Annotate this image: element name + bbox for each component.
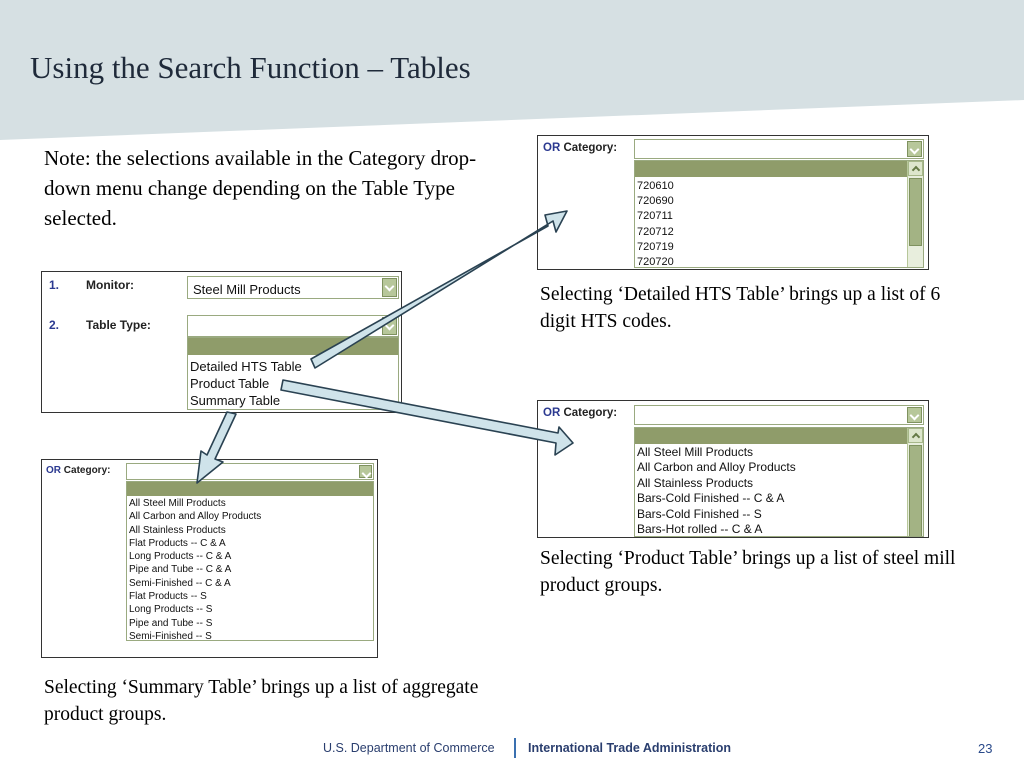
list-item[interactable]: Flat Products -- S (129, 591, 207, 603)
list-item[interactable]: Bars-Hot rolled -- C & A (637, 522, 763, 537)
note-text: Note: the selections available in the Category drop-down menu change depending on the Table Type selected. (44, 146, 477, 230)
table-type-option-summary[interactable]: Summary Table (190, 393, 281, 408)
step1-number: 1. (49, 278, 60, 292)
list-item[interactable]: 720610 (637, 180, 674, 192)
or-label: OR (543, 142, 561, 154)
list-item[interactable]: Bars-Cold Finished -- C & A (637, 491, 785, 506)
list-item[interactable]: All Carbon and Alloy Products (129, 511, 262, 523)
list-item[interactable]: All Carbon and Alloy Products (637, 460, 796, 475)
list-item[interactable]: All Steel Mill Products (129, 498, 226, 509)
list-item[interactable]: 720712 (637, 225, 674, 238)
table-type-option-detailed[interactable]: Detailed HTS Table (190, 359, 302, 374)
list-item[interactable]: 720711 (637, 210, 673, 223)
list-item[interactable]: Semi-Finished -- C & A (129, 577, 231, 589)
category-label: Category: (63, 465, 111, 476)
list-item[interactable]: Bars-Cold Finished -- S (637, 506, 762, 521)
list-item[interactable]: Semi-Finished -- S (129, 630, 212, 641)
list-item[interactable]: 720719 (637, 240, 674, 253)
category-label: Category: (563, 407, 618, 419)
footer-department: U.S. Department of Commerce (323, 741, 495, 755)
list-item[interactable]: Long Products -- C & A (129, 551, 232, 563)
footer-divider (514, 738, 516, 758)
product-caption: Selecting ‘Product Table’ brings up a list of steel mill product groups. (540, 548, 956, 596)
arrow-to-hts-panel (311, 211, 567, 368)
step2-number: 2. (49, 318, 60, 332)
table-type-label: Table Type: (86, 318, 151, 332)
slide-title: Using the Search Function – Tables (30, 50, 471, 85)
monitor-label: Monitor: (86, 278, 134, 292)
list-item[interactable]: 720690 (637, 195, 674, 208)
arrow-to-product-panel (281, 380, 573, 455)
footer-agency: International Trade Administration (528, 741, 732, 755)
monitor-select-value: Steel Mill Products (193, 282, 301, 297)
list-item[interactable]: Long Products -- S (129, 604, 213, 616)
table-type-option-product[interactable]: Product Table (190, 376, 270, 391)
page-number: 23 (978, 741, 993, 756)
list-item[interactable]: All Stainless Products (129, 524, 226, 536)
list-item[interactable]: Flat Products -- C & A (129, 537, 226, 549)
list-item[interactable]: Pipe and Tube -- S (129, 617, 213, 629)
category-label: Category: (563, 142, 618, 154)
list-item[interactable]: 720720 (637, 256, 674, 268)
or-label: OR (543, 407, 561, 419)
or-label: OR (46, 465, 61, 476)
list-item[interactable]: Pipe and Tube -- C & A (129, 564, 232, 576)
list-item[interactable]: All Stainless Products (637, 475, 754, 490)
hts-caption: Selecting ‘Detailed HTS Table’ brings up a list of 6 digit HTS codes. (540, 284, 941, 332)
summary-caption: Selecting ‘Summary Table’ brings up a list of aggregate product groups. (44, 677, 479, 725)
arrow-to-summary-panel (197, 412, 236, 483)
list-item[interactable]: All Steel Mill Products (637, 445, 754, 459)
